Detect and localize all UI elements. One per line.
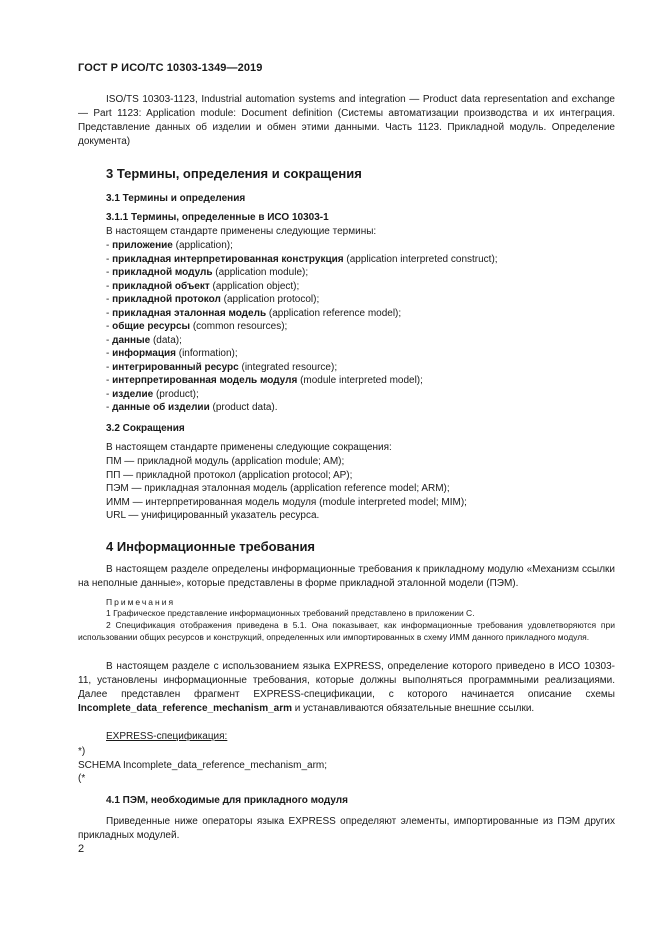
reference-paragraph (78, 93, 615, 149)
list-item: - общие ресурсы (common resources); (106, 321, 288, 332)
section-4-paragraph-2: В настоящем разделе с использованием языка EXPRESS, определение которого приведено в ИСО 10303-11, установлены информационные требования, которые должны выполняться программными реализациями. Далее представлен фрагмент EXPRESS-спецификации, с которого начинается описание схемы Incomplete_data_reference_mechanism_arm и устанавливаются обязательные внешние ссылки. (78, 661, 615, 714)
section-4-1-paragraph (78, 815, 615, 843)
note-text: 1 Графическое представление информационных требований представлено в приложении C. (106, 608, 475, 618)
section-4-title: 4 Информационные требования (106, 539, 316, 554)
list-item: ПМ — прикладной модуль (application module; AM); (106, 456, 345, 467)
terms-intro: В настоящем стандарте применены следующие термины: (106, 226, 377, 237)
list-item: - интерпретированная модель модуля (module interpreted model); (106, 375, 423, 386)
code-block (78, 745, 327, 786)
list-item: - информация (information); (106, 348, 238, 359)
note-2 (78, 620, 615, 643)
list-item: - прикладной модуль (application module); (106, 267, 309, 278)
section-4-paragraph-1 (78, 563, 615, 591)
paragraph-text: В настоящем разделе определены информационные требования к прикладному модулю «Механизм ссылки на неполные данные», которые представлены в форме прикладной эталонной модели (ПЭМ). (78, 564, 615, 589)
code-line: *) (78, 746, 86, 757)
list-item: - прикладной объект (application object); (106, 280, 300, 292)
section-3-1-title: 3.1 Термины и определения (106, 193, 246, 204)
list-item: - прикладной протокол (application protocol); (106, 294, 320, 305)
code-line: SCHEMA Incomplete_data_reference_mechanism_arm; (78, 759, 328, 771)
list-item: URL — унифицированный указатель ресурса. (106, 510, 320, 521)
abbrev-intro: В настоящем стандарте применены следующие сокращения: (106, 442, 392, 453)
note-1 (78, 608, 615, 620)
terms-list (106, 239, 498, 415)
code-line: (* (78, 773, 86, 784)
reference-text: ISO/TS 10303-1123, Industrial automation systems and integration — Product data representation and exchange — Part 1123: Application module: Document definition (Системы автоматизации производства и их интеграция. Представление данных об изделии и обмен этими данными. Часть 1123. Прикладной модуль. Определение документа) (78, 94, 615, 147)
list-item: - данные (data); (106, 334, 182, 346)
list-item: - приложение (application); (106, 240, 233, 251)
section-3-1-1-title: 3.1.1 Термины, определенные в ИСО 10303-1 (106, 212, 329, 223)
section-3-2-title: 3.2 Сокращения (106, 423, 185, 434)
list-item: - изделие (product); (106, 388, 199, 400)
schema-name: Incomplete_data_reference_mechanism_arm (78, 703, 292, 714)
section-3-title: 3 Термины, определения и сокращения (106, 166, 362, 181)
notes-title: Примечания (106, 597, 176, 607)
list-item: - интегрированный ресурс (integrated resource); (106, 361, 338, 373)
page-number: 2 (78, 843, 85, 855)
list-item: ИММ — интерпретированная модель модуля (module interpreted model; MIM); (106, 496, 467, 508)
list-item: ПЭМ — прикладная эталонная модель (application reference model; ARM); (106, 483, 450, 494)
express-label: EXPRESS-спецификация: (106, 731, 228, 742)
list-item: ПП — прикладной протокол (application protocol; AP); (106, 469, 353, 481)
paragraph-text: Приведенные ниже операторы языка EXPRESS определяют элементы, импортированные из ПЭМ других прикладных модулей. (78, 816, 615, 841)
list-item: - прикладная эталонная модель (application reference model); (106, 307, 402, 319)
abbrev-list (106, 455, 467, 523)
note-text: 2 Спецификация отображения приведена в 5.1. Она показывает, как информационные требования удовлетворяются при использовании общих ресурсов и конструкций, определенных или импортированных в схему ИММ данного прикладного модуля. (78, 620, 615, 642)
document-header: ГОСТ Р ИСО/ТС 10303-1349—2019 (78, 62, 263, 74)
list-item: - прикладная интерпретированная конструкция (application interpreted construct); (106, 253, 498, 265)
section-4-1-title: 4.1 ПЭМ, необходимые для прикладного модуля (106, 795, 348, 806)
list-item: - данные об изделии (product data). (106, 402, 278, 413)
